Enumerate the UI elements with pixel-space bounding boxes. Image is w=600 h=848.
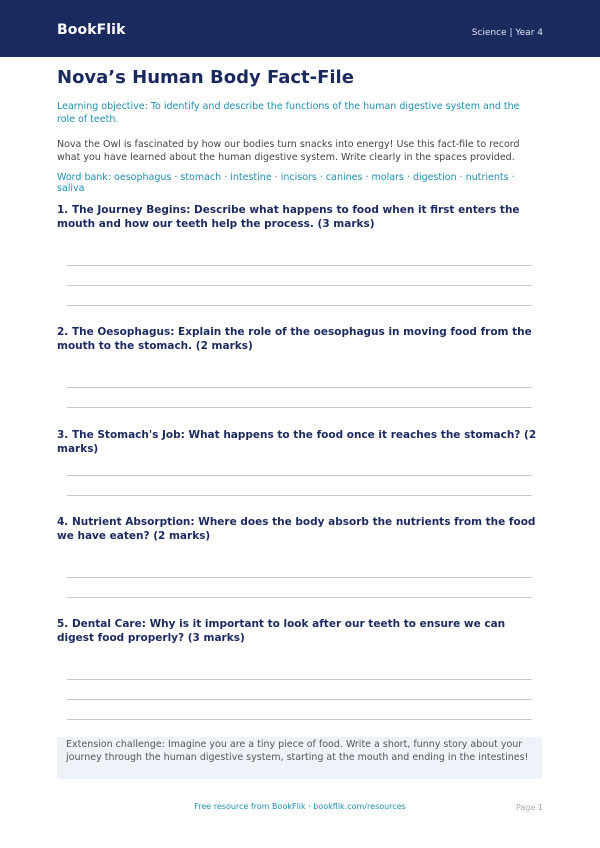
extension-challenge-text: Extension challenge: Imagine you are a tiny piece of food. Write a short, funny story about your journey through the human digestive system, starting at the mouth and ending in the intestines!	[66, 739, 529, 763]
question-3: 3. The Stomach's Job: What happens to the food once it reaches the stomach? (2 marks)	[57, 429, 537, 455]
answer-line[interactable]	[67, 305, 532, 306]
answer-line[interactable]	[67, 577, 532, 578]
page-title: Nova’s Human Body Fact-File	[57, 67, 354, 88]
answer-line[interactable]	[67, 699, 532, 700]
question-1: 1. The Journey Begins: Describe what happens to food when it first enters the mouth and how our teeth help the process. (3 marks)	[57, 204, 520, 230]
answer-line[interactable]	[67, 475, 532, 476]
question-4: 4. Nutrient Absorption: Where does the body absorb the nutrients from the food we have eaten? (2 marks)	[57, 516, 536, 542]
answer-line[interactable]	[67, 597, 532, 598]
extension-challenge-box	[57, 737, 542, 779]
answer-line[interactable]	[67, 407, 532, 408]
answer-line[interactable]	[67, 387, 532, 388]
question-2: 2. The Oesophagus: Explain the role of the oesophagus in moving food from the mouth to the stomach. (2 marks)	[57, 326, 532, 352]
word-bank: Word bank: oesophagus · stomach · intestine · incisors · canines · molars · digestion · nutrients · saliva	[57, 172, 515, 194]
header-bar	[0, 0, 600, 57]
page-number: Page 1	[516, 803, 543, 812]
footer-credit-link[interactable]: Free resource from BookFlik · bookflik.com/resources	[194, 802, 406, 811]
learning-objective: Learning objective: To identify and describe the functions of the human digestive system and the role of teeth.	[57, 101, 520, 125]
answer-line[interactable]	[67, 719, 532, 720]
answer-line[interactable]	[67, 679, 532, 680]
answer-line[interactable]	[67, 495, 532, 496]
answer-line[interactable]	[67, 265, 532, 266]
intro-paragraph: Nova the Owl is fascinated by how our bodies turn snacks into energy! Use this fact-file to record what you have learned about the human digestive system. Write clearly in the spaces provided.	[57, 139, 520, 163]
subject-year-label: Science | Year 4	[471, 28, 543, 38]
brand-logo-text[interactable]: BookFlik	[57, 22, 126, 38]
answer-line[interactable]	[67, 285, 532, 286]
question-5: 5. Dental Care: Why is it important to look after our teeth to ensure we can digest food properly? (3 marks)	[57, 618, 506, 644]
